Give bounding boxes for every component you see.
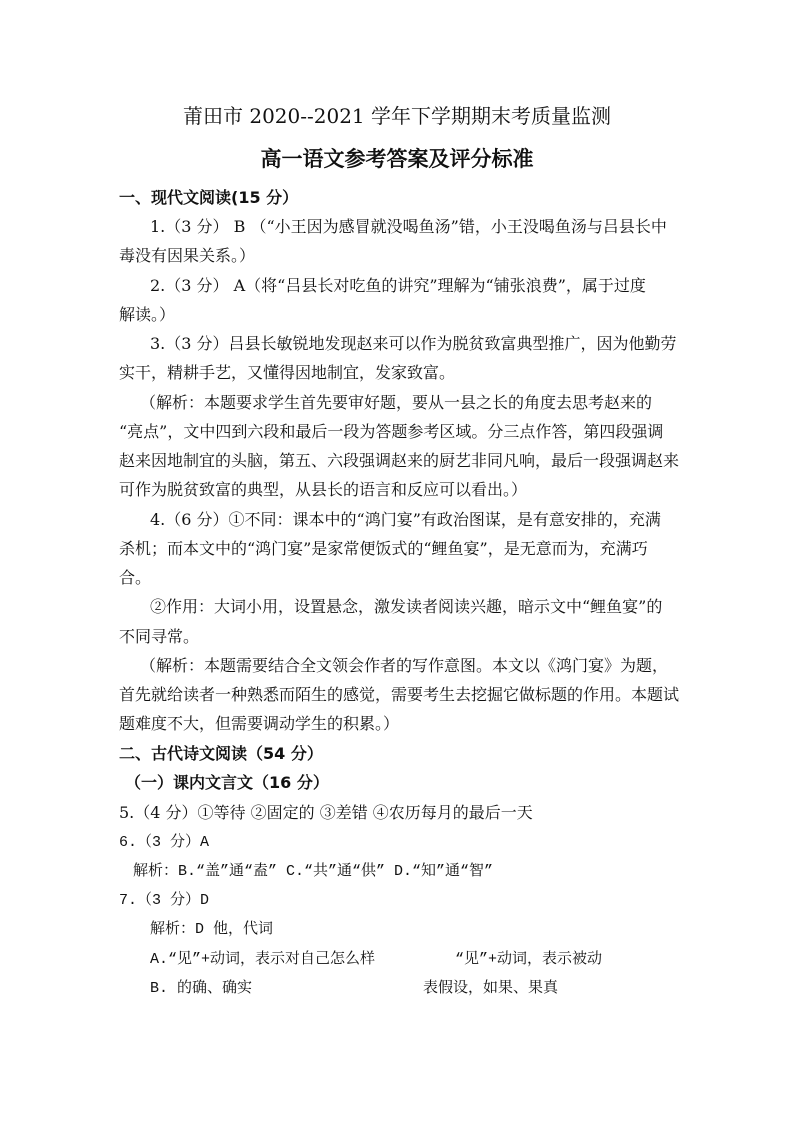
analysis-q7-option-a: A.“见”+动词，表示对自己怎么样 xyxy=(150,951,376,968)
answer-q1-line1: 1.（3 分） B （“小王因为感冒就没喝鱼汤”错，小王没喝鱼汤与吕县长中 xyxy=(150,217,667,236)
document-subtitle: 高一语文参考答案及评分标准 xyxy=(260,146,534,171)
answer-q4-line2: 杀机；而本文中的“鸿门宴”是家常便饭式的“鲤鱼宴”，是无意而为，充满巧 xyxy=(119,539,648,558)
answer-q7: 7.（3 分）D xyxy=(119,892,210,909)
analysis-q7-option-b-right: 表假设，如果、果真 xyxy=(423,980,559,997)
answer-q3-line1: 3.（3 分）吕县长敏锐地发现赵来可以作为脱贫致富典型推广，因为他勤劳 xyxy=(150,334,677,353)
section-heading-classical-reading: 二、古代诗文阅读（54 分） xyxy=(119,744,323,763)
section-heading-modern-reading: 一、现代文阅读(15 分） xyxy=(119,188,299,207)
answer-q3-line2: 实干，精耕手艺，又懂得因地制宜，发家致富。 xyxy=(119,363,456,382)
analysis-q7: 解析：D 他，代词 xyxy=(150,921,274,938)
answer-q4-line5: 不同寻常。 xyxy=(119,627,200,646)
analysis-q3-line3: 赵来因地制宜的头脑，第五、六段强调赵来的厨艺非同凡响，最后一段强调赵来 xyxy=(119,451,680,470)
subsection-heading-classical-text: （一）课内文言文（16 分） xyxy=(125,773,329,792)
analysis-q7-option-b: B. 的确、确实 xyxy=(150,980,253,997)
analysis-q6: 解析：B.“盖”通“盍” C.“共”通“供” D.“知”通“智” xyxy=(133,863,494,880)
answer-q6: 6.（3 分）A xyxy=(119,834,210,851)
analysis-q4-line1: （解析：本题需要结合全文领会作者的写作意图。本文以《鸿门宴》为题， xyxy=(140,656,669,675)
analysis-q3-line4: 可作为脱贫致富的典型，从县长的语言和反应可以看出。） xyxy=(119,480,528,499)
analysis-q3-line2: “亮点”，文中四到六段和最后一段为答题参考区域。分三点作答，第四段强调 xyxy=(119,422,664,441)
analysis-q3-line1: （解析：本题要求学生首先要审好题，要从一县之长的角度去思考赵来的 xyxy=(140,393,653,412)
analysis-q7-option-a-right: “见”+动词，表示被动 xyxy=(455,951,603,968)
answer-q4-line4: ②作用：大词小用，设置悬念，激发读者阅读兴趣，暗示文中“鲤鱼宴”的 xyxy=(150,597,663,616)
document-title: 莆田市 2020--2021 学年下学期期末考质量监测 xyxy=(182,104,612,128)
answer-q2-line1: 2.（3 分） A（将“吕县长对吃鱼的讲究”理解为“铺张浪费”，属于过度 xyxy=(150,276,646,295)
answer-q5: 5.（4 分）①等待 ②固定的 ③差错 ④农历每月的最后一天 xyxy=(119,803,533,822)
answer-q2-line2: 解读。） xyxy=(119,305,176,324)
answer-q4-line3: 合。 xyxy=(119,568,152,587)
analysis-q4-line2: 首先就给读者一种熟悉而陌生的感觉，需要考生去挖掘它做标题的作用。本题试 xyxy=(119,685,680,704)
answer-q4-line1: 4.（6 分）①不同：课本中的“鸿门宴”有政治图谋，是有意安排的，充满 xyxy=(150,510,661,529)
answer-q1-line2: 毒没有因果关系。） xyxy=(119,246,256,265)
analysis-q4-line3: 题难度不大，但需要调动学生的积累。） xyxy=(119,714,400,733)
